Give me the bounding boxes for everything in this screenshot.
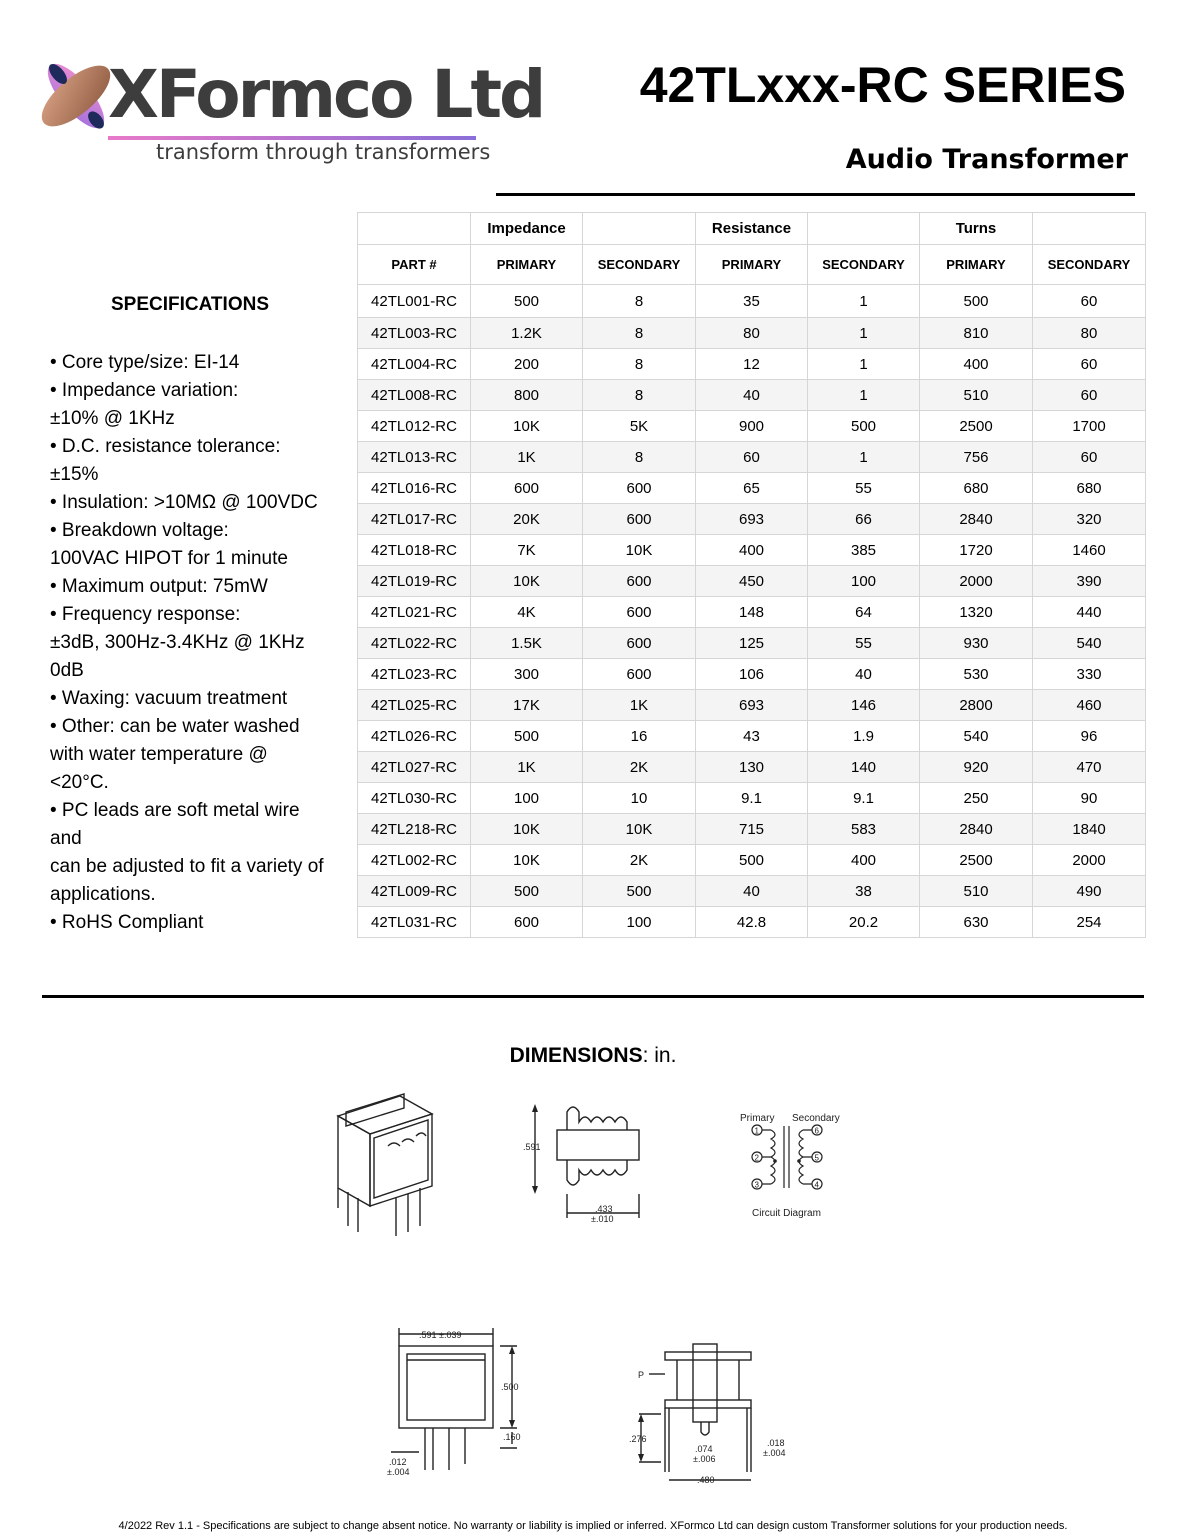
table-cell: 55 <box>808 628 920 659</box>
table-cell: 100 <box>471 783 583 814</box>
logo-mark-icon <box>36 52 116 142</box>
table-cell: 10K <box>471 814 583 845</box>
column-header: SECONDARY <box>808 245 920 285</box>
table-cell: 60 <box>1033 442 1146 473</box>
table-cell: 60 <box>1033 349 1146 380</box>
part-number-cell: 42TL026-RC <box>358 721 471 752</box>
table-cell: 460 <box>1033 690 1146 721</box>
table-cell: 254 <box>1033 907 1146 938</box>
specifications-list <box>50 349 340 937</box>
table-row <box>358 285 1146 318</box>
table-cell: 630 <box>920 907 1033 938</box>
table-cell: 40 <box>696 876 808 907</box>
table-row <box>358 318 1146 349</box>
side-width-label: .591 ±.039 <box>419 1330 462 1340</box>
table-cell: 530 <box>920 659 1033 690</box>
table-cell: 100 <box>583 907 696 938</box>
table-cell: 500 <box>471 285 583 318</box>
table-row <box>358 659 1146 690</box>
pin-3-label: 3 <box>754 1180 759 1190</box>
table-cell: 693 <box>696 504 808 535</box>
table-cell: 600 <box>583 566 696 597</box>
table-cell: 8 <box>583 285 696 318</box>
spec-line: ±10% @ 1KHz <box>50 408 175 429</box>
table-cell: 10 <box>583 783 696 814</box>
footer-disclaimer: 4/2022 Rev 1.1 - Specifications are subject to change absent notice. No warranty or liability is implied or inferred. XFormco Ltd can design custom Transformer solutions for your production needs. <box>118 1520 1068 1532</box>
part-table <box>357 212 1146 938</box>
part-number-cell: 42TL002-RC <box>358 845 471 876</box>
table-cell: 65 <box>696 473 808 504</box>
part-number-cell: 42TL027-RC <box>358 752 471 783</box>
table-cell: 1K <box>583 690 696 721</box>
table-cell: 60 <box>1033 285 1146 318</box>
table-cell: 148 <box>696 597 808 628</box>
circuit-secondary-label: Secondary <box>792 1113 840 1124</box>
table-cell: 40 <box>696 380 808 411</box>
spec-line: 0dB <box>50 660 84 681</box>
part-number-cell: 42TL004-RC <box>358 349 471 380</box>
table-cell: 5K <box>583 411 696 442</box>
pin-1-label: 1 <box>754 1126 759 1136</box>
table-cell: 510 <box>920 380 1033 411</box>
table-cell: 40 <box>808 659 920 690</box>
table-row <box>358 411 1146 442</box>
table-cell: 1 <box>808 380 920 411</box>
product-subtitle: Audio Transformer <box>845 144 1128 175</box>
table-cell: 66 <box>808 504 920 535</box>
spec-line: <20°C. <box>50 772 109 793</box>
table-cell: 1.2K <box>471 318 583 349</box>
table-cell: 900 <box>696 411 808 442</box>
table-cell: 1840 <box>1033 814 1146 845</box>
end-width-label: .480 <box>697 1475 715 1485</box>
spec-line: can be adjusted to fit a variety of <box>50 856 324 877</box>
column-header: SECONDARY <box>583 245 696 285</box>
table-row <box>358 783 1146 814</box>
spec-line: • PC leads are soft metal wire <box>50 800 300 821</box>
table-cell: 1700 <box>1033 411 1146 442</box>
table-cell: 385 <box>808 535 920 566</box>
group-header: Turns <box>920 213 1033 245</box>
table-cell: 64 <box>808 597 920 628</box>
table-cell: 1720 <box>920 535 1033 566</box>
group-header: Resistance <box>696 213 808 245</box>
table-cell: 10K <box>583 814 696 845</box>
table-cell: 600 <box>583 473 696 504</box>
table-row <box>358 504 1146 535</box>
table-group-header <box>358 213 1146 245</box>
table-cell: 2000 <box>1033 845 1146 876</box>
table-cell: 600 <box>583 628 696 659</box>
table-cell: 80 <box>696 318 808 349</box>
table-cell: 4K <box>471 597 583 628</box>
side-height-label: .500 <box>501 1382 519 1392</box>
table-cell: 60 <box>1033 380 1146 411</box>
table-cell: 1 <box>808 285 920 318</box>
side-pin-label: .012 <box>389 1457 407 1467</box>
circuit-diagram <box>735 1108 850 1223</box>
section-divider <box>42 995 1144 998</box>
table-cell: 400 <box>696 535 808 566</box>
table-cell: 2840 <box>920 504 1033 535</box>
part-number-cell: 42TL017-RC <box>358 504 471 535</box>
table-cell: 10K <box>471 411 583 442</box>
part-number-cell: 42TL013-RC <box>358 442 471 473</box>
column-header: PRIMARY <box>920 245 1033 285</box>
table-cell: 540 <box>920 721 1033 752</box>
table-row <box>358 814 1146 845</box>
part-number-cell: 42TL021-RC <box>358 597 471 628</box>
isometric-drawing <box>330 1088 445 1243</box>
table-cell: 1.5K <box>471 628 583 659</box>
table-cell: 43 <box>696 721 808 752</box>
table-cell: 680 <box>1033 473 1146 504</box>
header-divider <box>496 193 1135 196</box>
table-cell: 500 <box>696 845 808 876</box>
table-row <box>358 442 1146 473</box>
part-number-cell: 42TL016-RC <box>358 473 471 504</box>
part-number-cell: 42TL031-RC <box>358 907 471 938</box>
spec-line: • Core type/size: EI-14 <box>50 352 240 373</box>
group-header <box>808 213 920 245</box>
part-number-cell: 42TL022-RC <box>358 628 471 659</box>
end-wire-label: .018 <box>767 1438 785 1448</box>
specifications-title: SPECIFICATIONS <box>111 294 269 315</box>
table-cell: 55 <box>808 473 920 504</box>
table-cell: 320 <box>1033 504 1146 535</box>
dimensions-unit: : in. <box>642 1044 677 1067</box>
company-name: XFormco Ltd <box>108 56 544 133</box>
spec-line: 100VAC HIPOT for 1 minute <box>50 548 288 569</box>
table-cell: 200 <box>471 349 583 380</box>
dimensions-label: DIMENSIONS <box>509 1044 643 1067</box>
table-cell: 146 <box>808 690 920 721</box>
table-cell: 2500 <box>920 411 1033 442</box>
top-view-drawing <box>515 1098 665 1228</box>
spec-line: • Insulation: >10MΩ @ 100VDC <box>50 492 318 513</box>
table-cell: 400 <box>920 349 1033 380</box>
side-view-drawing <box>385 1322 535 1482</box>
table-cell: 90 <box>1033 783 1146 814</box>
table-cell: 715 <box>696 814 808 845</box>
pin-4-label: 4 <box>814 1180 819 1190</box>
dimensions-title <box>0 1044 1186 1068</box>
table-cell: 500 <box>920 285 1033 318</box>
table-row <box>358 721 1146 752</box>
group-header <box>1033 213 1146 245</box>
series-title: 42TLxxx-RC SERIES <box>639 57 1126 113</box>
spec-line: applications. <box>50 884 156 905</box>
table-cell: 440 <box>1033 597 1146 628</box>
table-body <box>358 285 1146 938</box>
table-cell: 1K <box>471 752 583 783</box>
table-cell: 2800 <box>920 690 1033 721</box>
end-pin-label: .074 <box>695 1444 713 1454</box>
spec-line: • Waxing: vacuum treatment <box>50 688 288 709</box>
table-cell: 390 <box>1033 566 1146 597</box>
end-p-label: P <box>638 1370 645 1380</box>
part-number-cell: 42TL003-RC <box>358 318 471 349</box>
table-cell: 600 <box>583 597 696 628</box>
table-row <box>358 349 1146 380</box>
table-cell: 100 <box>808 566 920 597</box>
table-row <box>358 566 1146 597</box>
group-header <box>583 213 696 245</box>
table-cell: 2840 <box>920 814 1033 845</box>
table-cell: 9.1 <box>808 783 920 814</box>
table-cell: 12 <box>696 349 808 380</box>
column-header: PART # <box>358 245 471 285</box>
table-cell: 9.1 <box>696 783 808 814</box>
spec-line: • Breakdown voltage: <box>50 520 229 541</box>
table-cell: 80 <box>1033 318 1146 349</box>
table-cell: 35 <box>696 285 808 318</box>
table-cell: 500 <box>808 411 920 442</box>
table-cell: 130 <box>696 752 808 783</box>
table-row <box>358 876 1146 907</box>
table-row <box>358 907 1146 938</box>
part-number-cell: 42TL025-RC <box>358 690 471 721</box>
part-number-cell: 42TL218-RC <box>358 814 471 845</box>
table-row <box>358 597 1146 628</box>
table-cell: 400 <box>808 845 920 876</box>
group-header <box>358 213 471 245</box>
table-cell: 330 <box>1033 659 1146 690</box>
part-number-cell: 42TL019-RC <box>358 566 471 597</box>
table-cell: 490 <box>1033 876 1146 907</box>
table-cell: 583 <box>808 814 920 845</box>
table-cell: 500 <box>583 876 696 907</box>
table-cell: 1 <box>808 318 920 349</box>
table-cell: 756 <box>920 442 1033 473</box>
spec-line: • Impedance variation: <box>50 380 239 401</box>
table-column-header <box>358 245 1146 285</box>
spec-line: • D.C. resistance tolerance: <box>50 436 281 457</box>
top-width-tolerance: ±.010 <box>591 1214 614 1224</box>
table-cell: 600 <box>583 659 696 690</box>
table-cell: 810 <box>920 318 1033 349</box>
table-cell: 693 <box>696 690 808 721</box>
table-cell: 1320 <box>920 597 1033 628</box>
table-cell: 510 <box>920 876 1033 907</box>
table-row <box>358 380 1146 411</box>
circuit-primary-label: Primary <box>740 1113 775 1124</box>
table-cell: 680 <box>920 473 1033 504</box>
spec-line: • RoHS Compliant <box>50 912 204 933</box>
table-cell: 17K <box>471 690 583 721</box>
table-cell: 2000 <box>920 566 1033 597</box>
spec-line: • Maximum output: 75mW <box>50 576 268 597</box>
table-cell: 106 <box>696 659 808 690</box>
end-view-drawing <box>625 1340 800 1490</box>
table-cell: 60 <box>696 442 808 473</box>
table-cell: 540 <box>1033 628 1146 659</box>
table-cell: 7K <box>471 535 583 566</box>
table-row <box>358 628 1146 659</box>
column-header: SECONDARY <box>1033 245 1146 285</box>
table-cell: 8 <box>583 318 696 349</box>
table-cell: 20.2 <box>808 907 920 938</box>
end-pin-tolerance: ±.006 <box>693 1454 716 1464</box>
table-row <box>358 845 1146 876</box>
spec-line: with water temperature @ <box>50 744 268 765</box>
part-number-cell: 42TL001-RC <box>358 285 471 318</box>
table-row <box>358 752 1146 783</box>
table-cell: 600 <box>471 473 583 504</box>
table-cell: 450 <box>696 566 808 597</box>
table-cell: 10K <box>583 535 696 566</box>
table-cell: 500 <box>471 721 583 752</box>
table-cell: 2K <box>583 752 696 783</box>
table-cell: 1460 <box>1033 535 1146 566</box>
table-cell: 800 <box>471 380 583 411</box>
company-logo <box>36 50 544 170</box>
table-cell: 250 <box>920 783 1033 814</box>
table-cell: 470 <box>1033 752 1146 783</box>
column-header: PRIMARY <box>471 245 583 285</box>
top-height-label: .591 <box>523 1142 541 1152</box>
table-row <box>358 473 1146 504</box>
table-row <box>358 535 1146 566</box>
table-cell: 1 <box>808 349 920 380</box>
table-cell: 300 <box>471 659 583 690</box>
table-cell: 125 <box>696 628 808 659</box>
table-cell: 930 <box>920 628 1033 659</box>
spec-line: ±15% <box>50 464 99 485</box>
table-cell: 2K <box>583 845 696 876</box>
table-cell: 1K <box>471 442 583 473</box>
spec-line: and <box>50 828 82 849</box>
side-lead-label: .160 <box>503 1432 521 1442</box>
table-cell: 600 <box>471 907 583 938</box>
part-number-cell: 42TL030-RC <box>358 783 471 814</box>
table-cell: 1.9 <box>808 721 920 752</box>
table-cell: 10K <box>471 566 583 597</box>
table-row <box>358 690 1146 721</box>
table-cell: 1 <box>808 442 920 473</box>
column-header: PRIMARY <box>696 245 808 285</box>
table-cell: 500 <box>471 876 583 907</box>
part-number-cell: 42TL008-RC <box>358 380 471 411</box>
table-cell: 920 <box>920 752 1033 783</box>
end-wire-tolerance: ±.004 <box>763 1448 786 1458</box>
pin-5-label: 5 <box>814 1153 819 1163</box>
end-lead-label: .276 <box>629 1434 647 1444</box>
table-cell: 2500 <box>920 845 1033 876</box>
table-cell: 96 <box>1033 721 1146 752</box>
spec-line: • Frequency response: <box>50 604 241 625</box>
circuit-caption: Circuit Diagram <box>752 1208 821 1219</box>
table-cell: 10K <box>471 845 583 876</box>
company-tagline: transform through transformers <box>156 140 491 164</box>
group-header: Impedance <box>471 213 583 245</box>
part-number-cell: 42TL012-RC <box>358 411 471 442</box>
spec-line: ±3dB, 300Hz-3.4KHz @ 1KHz <box>50 632 305 653</box>
part-number-cell: 42TL018-RC <box>358 535 471 566</box>
table-cell: 8 <box>583 380 696 411</box>
pin-2-label: 2 <box>754 1153 759 1163</box>
table-cell: 8 <box>583 442 696 473</box>
table-cell: 20K <box>471 504 583 535</box>
table-cell: 8 <box>583 349 696 380</box>
pin-6-label: 6 <box>814 1126 819 1136</box>
table-cell: 600 <box>583 504 696 535</box>
table-cell: 42.8 <box>696 907 808 938</box>
side-pin-tolerance: ±.004 <box>387 1467 410 1477</box>
table-cell: 38 <box>808 876 920 907</box>
part-number-cell: 42TL023-RC <box>358 659 471 690</box>
top-width-label: .433 <box>595 1204 613 1214</box>
spec-line: • Other: can be water washed <box>50 716 300 737</box>
table-cell: 16 <box>583 721 696 752</box>
table-cell: 140 <box>808 752 920 783</box>
part-number-cell: 42TL009-RC <box>358 876 471 907</box>
